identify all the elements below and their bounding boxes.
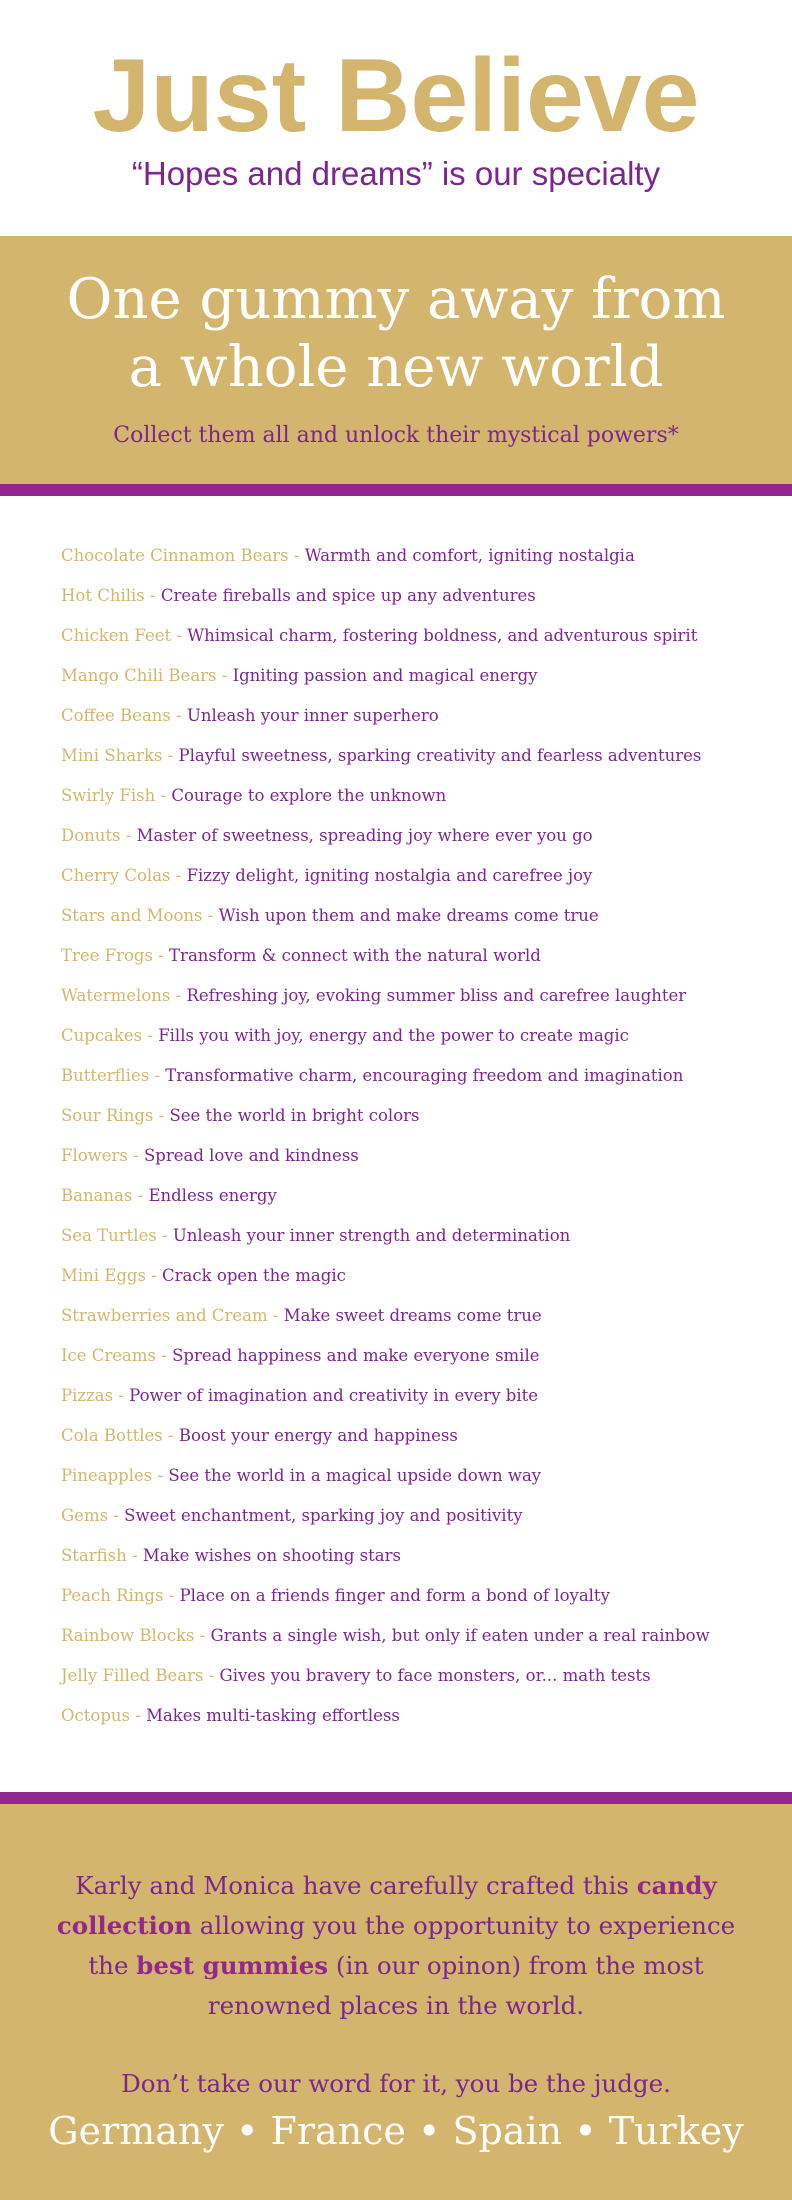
gummy-separator: - [113, 1386, 130, 1405]
gummy-name: Jelly Filled Bears [61, 1666, 204, 1685]
gummy-name: Starfish [61, 1546, 127, 1565]
gummy-separator: - [162, 746, 179, 765]
gummy-name: Hot Chilis [61, 586, 145, 605]
gummy-list-item [61, 536, 772, 576]
gummy-name: Bananas [61, 1186, 133, 1205]
gummy-name: Mini Eggs [61, 1266, 146, 1285]
gummy-name: Watermelons [61, 986, 171, 1005]
gummy-power: Master of sweetness, spreading joy where ever you go [136, 826, 593, 845]
gummy-separator: - [149, 1066, 166, 1085]
gummy-list-item [61, 976, 772, 1016]
gummy-power: Make wishes on shooting stars [142, 1546, 401, 1565]
gummy-separator: - [163, 1586, 180, 1605]
brand-subtitle: “Hopes and dreams” is our specialty [131, 155, 661, 192]
gummy-name: Mini Sharks [61, 746, 163, 765]
hero-subline: Collect them all and unlock their mystical powers* [113, 423, 679, 448]
gummy-name: Coffee Beans [61, 706, 171, 725]
gummy-separator: - [194, 1626, 211, 1645]
gummy-list-item [61, 1296, 772, 1336]
gummy-list-item [61, 1656, 772, 1696]
gummy-name: Tree Frogs [61, 946, 153, 965]
footer-text-part-3: (in our opinon) from the most renowned places in the world. [207, 1951, 704, 2020]
gummy-power: Wish upon them and make dreams come true [218, 906, 599, 925]
gummy-separator: - [130, 1706, 147, 1725]
gummy-power: Gives you bravery to face monsters, or... math tests [219, 1666, 651, 1685]
gummy-power: Spread love and kindness [143, 1146, 359, 1165]
gummy-power: See the world in bright colors [169, 1106, 420, 1125]
gummy-separator: - [288, 546, 305, 565]
gummy-name: Sour Rings [61, 1106, 154, 1125]
gummy-list-item [61, 656, 772, 696]
gummy-name: Chocolate Cinnamon Bears [61, 546, 289, 565]
gummy-separator: - [153, 1106, 170, 1125]
footer-section [0, 1804, 792, 2200]
gummy-separator: - [267, 1306, 284, 1325]
gummy-list-item [61, 1136, 772, 1176]
gummy-list-item [61, 696, 772, 736]
footer-text-part-2: allowing you the opportunity to experience the [88, 1911, 736, 1980]
gummy-power: Unleash your inner superhero [186, 706, 439, 725]
gummy-list-item [61, 776, 772, 816]
gummy-separator: - [170, 706, 187, 725]
gummy-name: Pizzas [61, 1386, 114, 1405]
gummy-separator: - [152, 946, 170, 965]
gummy-power: See the world in a magical upside down way [168, 1466, 542, 1485]
gummy-separator: - [216, 666, 233, 685]
gummy-separator: - [203, 1666, 220, 1685]
bottom-divider-bar [0, 1792, 792, 1804]
gummy-power: Sweet enchantment, sparking joy and positivity [124, 1506, 523, 1525]
hero-headline [0, 266, 792, 402]
gummy-list-item [61, 736, 772, 776]
gummy-name: Strawberries and Cream [61, 1306, 268, 1325]
gummy-power: Transformative charm, encouraging freedom and imagination [165, 1066, 684, 1085]
gummy-power: Fizzy delight, igniting nostalgia and carefree joy [186, 866, 593, 885]
gummy-list-item [61, 576, 772, 616]
footer-bold-best-gummies: best gummies [136, 1951, 329, 1980]
gummy-list-item [61, 616, 772, 656]
gummy-list-item [61, 936, 772, 976]
hero-banner [0, 236, 792, 484]
gummy-power: Make sweet dreams come true [283, 1306, 542, 1325]
gummy-list-item [61, 1336, 772, 1376]
gummy-separator: - [170, 866, 187, 885]
gummy-name: Ice Creams [61, 1346, 156, 1365]
brand-title: Just Believe [92, 38, 700, 154]
gummy-separator: - [120, 826, 137, 845]
gummy-list [61, 536, 772, 1736]
gummy-list-item [61, 816, 772, 856]
gummy-separator: - [132, 1186, 149, 1205]
gummy-power: Grants a single wish, but only if eaten under a real rainbow [210, 1626, 710, 1645]
gummy-power: Crack open the magic [162, 1266, 346, 1285]
gummy-list-item [61, 1616, 772, 1656]
gummy-separator: - [156, 1226, 173, 1245]
gummy-list-item [61, 1256, 772, 1296]
gummy-name: Mango Chili Bears [61, 666, 217, 685]
gummy-name: Cola Bottles [61, 1426, 163, 1445]
gummy-power: Boost your energy and happiness [178, 1426, 458, 1445]
gummy-separator: - [144, 586, 161, 605]
gummy-list-item [61, 856, 772, 896]
gummy-list-item [61, 1176, 772, 1216]
gummy-name: Stars and Moons [61, 906, 203, 925]
gummy-name: Cherry Colas [61, 866, 171, 885]
gummy-name: Chicken Feet [61, 626, 172, 645]
gummy-name: Rainbow Blocks [61, 1626, 195, 1645]
header-section [0, 0, 792, 236]
gummy-name: Swirly Fish [61, 786, 156, 805]
gummy-separator: - [152, 1466, 169, 1485]
gummy-power: Place on a friends finger and form a bond of loyalty [179, 1586, 610, 1605]
gummy-name: Pineapples [61, 1466, 153, 1485]
gummy-power: Playful sweetness, sparking creativity and fearless adventures [178, 746, 702, 765]
gummy-name: Gems [61, 1506, 109, 1525]
gummy-name: Sea Turtles [61, 1226, 157, 1245]
footer-countries: Germany • France • Spain • Turkey [48, 2109, 744, 2153]
gummy-list-section [0, 496, 792, 1792]
gummy-name: Cupcakes [61, 1026, 143, 1045]
gummy-list-item [61, 1416, 772, 1456]
gummy-list-item [61, 896, 772, 936]
footer-text-part-1: Karly and Monica have carefully crafted this [75, 1871, 637, 1900]
gummy-list-item [61, 1216, 772, 1256]
gummy-power: Fills you with joy, energy and the power to create magic [158, 1026, 629, 1045]
gummy-list-item [61, 1456, 772, 1496]
gummy-separator: - [126, 1546, 143, 1565]
gummy-separator: - [142, 1026, 159, 1045]
gummy-separator: - [108, 1506, 125, 1525]
gummy-separator: - [171, 626, 188, 645]
gummy-power: Makes multi-tasking effortless [146, 1706, 400, 1725]
footer-paragraph [50, 1866, 742, 2026]
gummy-power: Whimsical charm, fostering boldness, and adventurous spirit [187, 626, 698, 645]
gummy-list-item [61, 1696, 772, 1736]
hero-headline-line-2: a whole new world [128, 335, 664, 400]
gummy-name: Butterflies [61, 1066, 150, 1085]
gummy-name: Peach Rings [61, 1586, 164, 1605]
gummy-name: Donuts [61, 826, 121, 845]
gummy-separator: - [145, 1266, 163, 1285]
footer-bold-candy-collection: candy collection [56, 1871, 717, 1940]
gummy-list-item [61, 1016, 772, 1056]
top-divider-bar [0, 484, 792, 496]
hero-headline-line-1: One gummy away from [66, 267, 726, 332]
gummy-list-item [61, 1056, 772, 1096]
gummy-list-item [61, 1576, 772, 1616]
footer-call-to-action: Don’t take our word for it, you be the judge. [121, 2069, 671, 2098]
gummy-power: Warmth and comfort, igniting nostalgia [304, 546, 635, 565]
gummy-power: Courage to explore the unknown [171, 786, 447, 805]
gummy-list-item [61, 1536, 772, 1576]
gummy-power: Igniting passion and magical energy [232, 666, 538, 685]
gummy-separator: - [162, 1426, 179, 1445]
gummy-separator: - [156, 1346, 173, 1365]
gummy-power: Spread happiness and make everyone smile [172, 1346, 540, 1365]
gummy-name: Octopus [61, 1706, 130, 1725]
gummy-separator: - [202, 906, 219, 925]
gummy-separator: - [155, 786, 172, 805]
gummy-power: Endless energy [148, 1186, 277, 1205]
gummy-power: Create fireballs and spice up any adventures [160, 586, 536, 605]
gummy-list-item [61, 1496, 772, 1536]
gummy-separator: - [170, 986, 187, 1005]
gummy-power: Refreshing joy, evoking summer bliss and carefree laughter [186, 986, 687, 1005]
gummy-list-item [61, 1096, 772, 1136]
gummy-power: Transform & connect with the natural world [169, 946, 541, 965]
gummy-power: Unleash your inner strength and determination [172, 1226, 571, 1245]
gummy-power: Power of imagination and creativity in every bite [129, 1386, 538, 1405]
gummy-name: Flowers [61, 1146, 128, 1165]
gummy-separator: - [127, 1146, 144, 1165]
gummy-list-item [61, 1376, 772, 1416]
